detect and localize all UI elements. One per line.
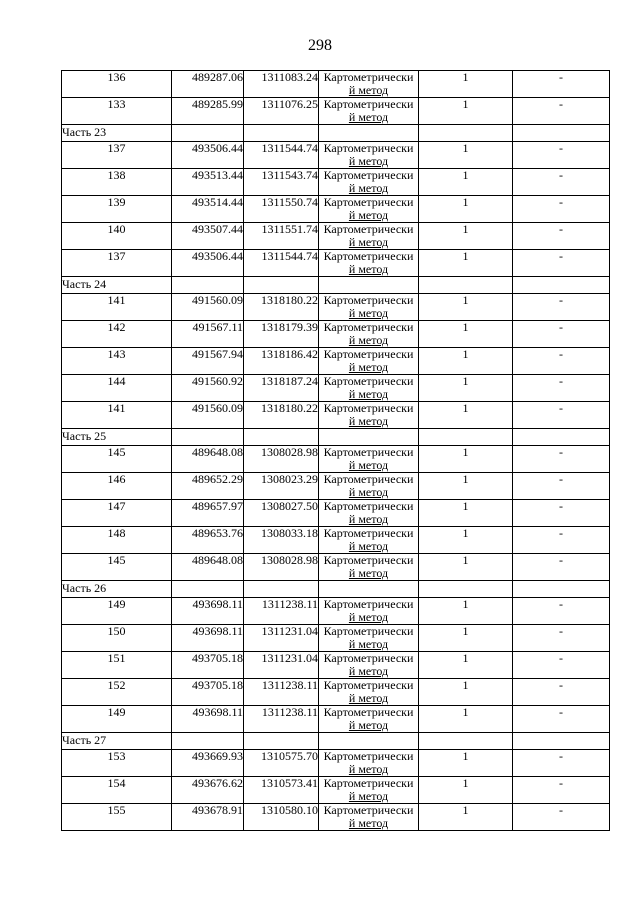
method-text-line1: Картометрически [323, 320, 414, 334]
description-cell: - [513, 679, 610, 706]
y-coordinate-cell: 1310580.10 [244, 804, 319, 831]
empty-cell [244, 125, 319, 142]
y-coordinate-cell: 1311231.04 [244, 652, 319, 679]
method-text-line2: й метод [348, 539, 389, 553]
empty-cell [319, 581, 419, 598]
accuracy-cell: 1 [419, 652, 513, 679]
empty-cell [513, 429, 610, 446]
accuracy-cell: 1 [419, 375, 513, 402]
y-coordinate-cell: 1318179.39 [244, 321, 319, 348]
method-cell [319, 750, 419, 777]
accuracy-cell: 1 [419, 527, 513, 554]
accuracy-cell: 1 [419, 706, 513, 733]
description-cell: - [513, 804, 610, 831]
method-text-line1: Картометрически [323, 249, 414, 263]
point-number-cell: 154 [62, 777, 172, 804]
table-row [62, 804, 610, 831]
table-row [62, 402, 610, 429]
method-cell [319, 321, 419, 348]
description-cell: - [513, 294, 610, 321]
part-label: Часть 24 [62, 277, 172, 294]
empty-cell [244, 733, 319, 750]
point-number-cell: 152 [62, 679, 172, 706]
method-text-line1: Картометрически [323, 445, 414, 459]
y-coordinate-cell: 1310573.41 [244, 777, 319, 804]
empty-cell [319, 733, 419, 750]
method-cell [319, 375, 419, 402]
x-coordinate-cell: 491560.09 [172, 294, 244, 321]
accuracy-cell: 1 [419, 196, 513, 223]
x-coordinate-cell: 493514.44 [172, 196, 244, 223]
x-coordinate-cell: 489648.08 [172, 446, 244, 473]
point-number-cell: 153 [62, 750, 172, 777]
description-cell: - [513, 750, 610, 777]
table-row [62, 321, 610, 348]
method-text-line1: Картометрически [323, 347, 414, 361]
empty-cell [319, 277, 419, 294]
empty-cell [419, 733, 513, 750]
y-coordinate-cell: 1311550.74 [244, 196, 319, 223]
coordinates-table [61, 70, 610, 831]
x-coordinate-cell: 489657.97 [172, 500, 244, 527]
method-text-line1: Картометрически [323, 803, 414, 817]
y-coordinate-cell: 1318186.42 [244, 348, 319, 375]
empty-cell [244, 277, 319, 294]
empty-cell [513, 277, 610, 294]
method-text-line2: й метод [348, 512, 389, 526]
page-number: 298 [308, 37, 332, 54]
x-coordinate-cell: 493678.91 [172, 804, 244, 831]
empty-cell [419, 125, 513, 142]
x-coordinate-cell: 493698.11 [172, 598, 244, 625]
method-text-line2: й метод [348, 664, 389, 678]
method-text-line1: Картометрически [323, 374, 414, 388]
x-coordinate-cell: 493506.44 [172, 142, 244, 169]
method-cell [319, 71, 419, 98]
description-cell: - [513, 223, 610, 250]
method-text-line2: й метод [348, 637, 389, 651]
method-text-line2: й метод [348, 262, 389, 276]
x-coordinate-cell: 491567.94 [172, 348, 244, 375]
method-text-line1: Картометрически [323, 401, 414, 415]
table-row [62, 348, 610, 375]
description-cell: - [513, 554, 610, 581]
x-coordinate-cell: 493698.11 [172, 706, 244, 733]
method-text-line2: й метод [348, 691, 389, 705]
method-cell [319, 598, 419, 625]
x-coordinate-cell: 493506.44 [172, 250, 244, 277]
accuracy-cell: 1 [419, 500, 513, 527]
method-cell [319, 804, 419, 831]
description-cell: - [513, 402, 610, 429]
method-text-line1: Картометрически [323, 597, 414, 611]
method-cell [319, 554, 419, 581]
part-header-row [62, 581, 610, 598]
method-text-line2: й метод [348, 83, 389, 97]
point-number-cell: 138 [62, 169, 172, 196]
method-cell [319, 196, 419, 223]
x-coordinate-cell: 491560.09 [172, 402, 244, 429]
method-cell [319, 98, 419, 125]
empty-cell [319, 125, 419, 142]
y-coordinate-cell: 1311544.74 [244, 250, 319, 277]
empty-cell [513, 125, 610, 142]
point-number-cell: 133 [62, 98, 172, 125]
description-cell: - [513, 446, 610, 473]
y-coordinate-cell: 1311238.11 [244, 706, 319, 733]
point-number-cell: 149 [62, 598, 172, 625]
y-coordinate-cell: 1310575.70 [244, 750, 319, 777]
method-cell [319, 527, 419, 554]
point-number-cell: 148 [62, 527, 172, 554]
table-row [62, 679, 610, 706]
description-cell: - [513, 598, 610, 625]
method-text-line1: Картометрически [323, 776, 414, 790]
method-text-line2: й метод [348, 718, 389, 732]
method-text-line2: й метод [348, 566, 389, 580]
point-number-cell: 137 [62, 250, 172, 277]
method-text-line2: й метод [348, 789, 389, 803]
method-text-line1: Картометрически [323, 651, 414, 665]
method-cell [319, 500, 419, 527]
method-text-line1: Картометрически [323, 705, 414, 719]
point-number-cell: 145 [62, 554, 172, 581]
x-coordinate-cell: 489287.06 [172, 71, 244, 98]
description-cell: - [513, 98, 610, 125]
x-coordinate-cell: 493669.93 [172, 750, 244, 777]
accuracy-cell: 1 [419, 473, 513, 500]
description-cell: - [513, 348, 610, 375]
method-text-line1: Картометрически [323, 141, 414, 155]
method-cell [319, 223, 419, 250]
table-row [62, 446, 610, 473]
empty-cell [244, 429, 319, 446]
table-row [62, 98, 610, 125]
method-text-line2: й метод [348, 235, 389, 249]
y-coordinate-cell: 1308033.18 [244, 527, 319, 554]
point-number-cell: 143 [62, 348, 172, 375]
y-coordinate-cell: 1311551.74 [244, 223, 319, 250]
accuracy-cell: 1 [419, 750, 513, 777]
method-cell [319, 348, 419, 375]
method-text-line2: й метод [348, 485, 389, 499]
method-cell [319, 652, 419, 679]
description-cell: - [513, 71, 610, 98]
description-cell: - [513, 777, 610, 804]
part-label: Часть 23 [62, 125, 172, 142]
part-label: Часть 27 [62, 733, 172, 750]
x-coordinate-cell: 493698.11 [172, 625, 244, 652]
method-text-line2: й метод [348, 458, 389, 472]
part-header-row [62, 733, 610, 750]
empty-cell [172, 581, 244, 598]
point-number-cell: 150 [62, 625, 172, 652]
description-cell: - [513, 142, 610, 169]
table-row [62, 294, 610, 321]
accuracy-cell: 1 [419, 169, 513, 196]
y-coordinate-cell: 1311238.11 [244, 598, 319, 625]
method-text-line2: й метод [348, 387, 389, 401]
table-row [62, 706, 610, 733]
x-coordinate-cell: 493676.62 [172, 777, 244, 804]
method-cell [319, 706, 419, 733]
method-text-line1: Картометрически [323, 499, 414, 513]
method-cell [319, 169, 419, 196]
description-cell: - [513, 169, 610, 196]
x-coordinate-cell: 493507.44 [172, 223, 244, 250]
description-cell: - [513, 321, 610, 348]
method-text-line2: й метод [348, 181, 389, 195]
table-row [62, 652, 610, 679]
method-text-line2: й метод [348, 333, 389, 347]
description-cell: - [513, 500, 610, 527]
point-number-cell: 147 [62, 500, 172, 527]
empty-cell [419, 581, 513, 598]
accuracy-cell: 1 [419, 71, 513, 98]
y-coordinate-cell: 1318180.22 [244, 402, 319, 429]
y-coordinate-cell: 1311083.24 [244, 71, 319, 98]
table-row [62, 500, 610, 527]
empty-cell [172, 733, 244, 750]
description-cell: - [513, 527, 610, 554]
accuracy-cell: 1 [419, 777, 513, 804]
table-row [62, 142, 610, 169]
y-coordinate-cell: 1311076.25 [244, 98, 319, 125]
table-row [62, 554, 610, 581]
method-text-line2: й метод [348, 610, 389, 624]
x-coordinate-cell: 489653.76 [172, 527, 244, 554]
accuracy-cell: 1 [419, 598, 513, 625]
point-number-cell: 144 [62, 375, 172, 402]
x-coordinate-cell: 489285.99 [172, 98, 244, 125]
accuracy-cell: 1 [419, 294, 513, 321]
part-header-row [62, 429, 610, 446]
accuracy-cell: 1 [419, 321, 513, 348]
method-text-line1: Картометрически [323, 168, 414, 182]
method-cell [319, 777, 419, 804]
table-row [62, 527, 610, 554]
method-text-line1: Картометрически [323, 553, 414, 567]
y-coordinate-cell: 1311543.74 [244, 169, 319, 196]
point-number-cell: 146 [62, 473, 172, 500]
x-coordinate-cell: 491560.92 [172, 375, 244, 402]
point-number-cell: 149 [62, 706, 172, 733]
point-number-cell: 137 [62, 142, 172, 169]
accuracy-cell: 1 [419, 348, 513, 375]
method-text-line2: й метод [348, 360, 389, 374]
accuracy-cell: 1 [419, 679, 513, 706]
empty-cell [319, 429, 419, 446]
method-cell [319, 294, 419, 321]
accuracy-cell: 1 [419, 223, 513, 250]
y-coordinate-cell: 1311238.11 [244, 679, 319, 706]
coordinates-table-body [62, 71, 610, 831]
x-coordinate-cell: 493705.18 [172, 679, 244, 706]
empty-cell [172, 125, 244, 142]
description-cell: - [513, 196, 610, 223]
method-text-line1: Картометрически [323, 222, 414, 236]
table-row [62, 375, 610, 402]
x-coordinate-cell: 493513.44 [172, 169, 244, 196]
point-number-cell: 139 [62, 196, 172, 223]
accuracy-cell: 1 [419, 554, 513, 581]
description-cell: - [513, 706, 610, 733]
y-coordinate-cell: 1308023.29 [244, 473, 319, 500]
method-cell [319, 625, 419, 652]
description-cell: - [513, 250, 610, 277]
table-row [62, 196, 610, 223]
x-coordinate-cell: 489652.29 [172, 473, 244, 500]
point-number-cell: 155 [62, 804, 172, 831]
empty-cell [172, 429, 244, 446]
method-cell [319, 142, 419, 169]
method-cell [319, 446, 419, 473]
y-coordinate-cell: 1308028.98 [244, 554, 319, 581]
y-coordinate-cell: 1311231.04 [244, 625, 319, 652]
method-text-line1: Картометрически [323, 472, 414, 486]
x-coordinate-cell: 493705.18 [172, 652, 244, 679]
method-text-line1: Картометрически [323, 293, 414, 307]
point-number-cell: 141 [62, 294, 172, 321]
empty-cell [513, 733, 610, 750]
y-coordinate-cell: 1311544.74 [244, 142, 319, 169]
point-number-cell: 151 [62, 652, 172, 679]
table-row [62, 598, 610, 625]
method-text-line2: й метод [348, 414, 389, 428]
accuracy-cell: 1 [419, 402, 513, 429]
accuracy-cell: 1 [419, 98, 513, 125]
part-label: Часть 26 [62, 581, 172, 598]
empty-cell [513, 581, 610, 598]
description-cell: - [513, 375, 610, 402]
point-number-cell: 140 [62, 223, 172, 250]
table-row [62, 250, 610, 277]
accuracy-cell: 1 [419, 804, 513, 831]
method-cell [319, 250, 419, 277]
table-row [62, 625, 610, 652]
y-coordinate-cell: 1308027.50 [244, 500, 319, 527]
method-cell [319, 402, 419, 429]
table-row [62, 71, 610, 98]
x-coordinate-cell: 491567.11 [172, 321, 244, 348]
method-text-line1: Картометрически [323, 97, 414, 111]
accuracy-cell: 1 [419, 446, 513, 473]
y-coordinate-cell: 1308028.98 [244, 446, 319, 473]
part-header-row [62, 125, 610, 142]
empty-cell [244, 581, 319, 598]
point-number-cell: 141 [62, 402, 172, 429]
point-number-cell: 145 [62, 446, 172, 473]
method-text-line1: Картометрически [323, 624, 414, 638]
table-row [62, 473, 610, 500]
method-cell [319, 473, 419, 500]
method-text-line1: Картометрически [323, 195, 414, 209]
method-text-line2: й метод [348, 110, 389, 124]
description-cell: - [513, 652, 610, 679]
y-coordinate-cell: 1318180.22 [244, 294, 319, 321]
method-text-line1: Картометрически [323, 70, 414, 84]
accuracy-cell: 1 [419, 625, 513, 652]
point-number-cell: 142 [62, 321, 172, 348]
x-coordinate-cell: 489648.08 [172, 554, 244, 581]
table-row [62, 223, 610, 250]
method-text-line2: й метод [348, 762, 389, 776]
empty-cell [172, 277, 244, 294]
empty-cell [419, 277, 513, 294]
table-row [62, 750, 610, 777]
part-header-row [62, 277, 610, 294]
method-text-line2: й метод [348, 306, 389, 320]
point-number-cell: 136 [62, 71, 172, 98]
method-text-line2: й метод [348, 154, 389, 168]
method-text-line1: Картометрически [323, 749, 414, 763]
table-row [62, 169, 610, 196]
empty-cell [419, 429, 513, 446]
method-text-line1: Картометрически [323, 526, 414, 540]
method-text-line2: й метод [348, 816, 389, 830]
y-coordinate-cell: 1318187.24 [244, 375, 319, 402]
description-cell: - [513, 473, 610, 500]
table-row [62, 777, 610, 804]
description-cell: - [513, 625, 610, 652]
method-text-line2: й метод [348, 208, 389, 222]
method-cell [319, 679, 419, 706]
part-label: Часть 25 [62, 429, 172, 446]
accuracy-cell: 1 [419, 142, 513, 169]
accuracy-cell: 1 [419, 250, 513, 277]
method-text-line1: Картометрически [323, 678, 414, 692]
